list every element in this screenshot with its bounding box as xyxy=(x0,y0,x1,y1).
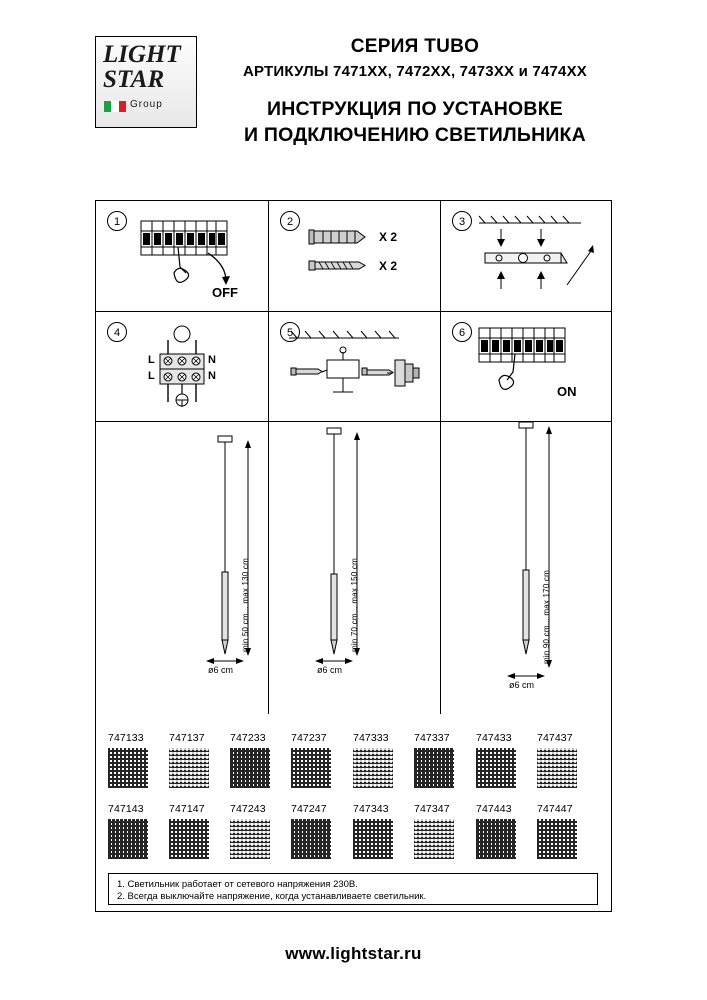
code-label: 747337 xyxy=(414,732,450,744)
qr-code-icon xyxy=(230,819,270,859)
qr-code-icon xyxy=(414,819,454,859)
code-label: 747133 xyxy=(108,732,144,744)
step-4-diagram xyxy=(96,312,268,421)
code-item xyxy=(414,732,472,788)
step-3-badge: 3 xyxy=(452,211,472,231)
pendant-1-cell xyxy=(96,422,268,714)
code-item xyxy=(230,803,288,859)
terminal-label-top-left: L xyxy=(148,354,155,366)
step-1-cell xyxy=(96,201,268,311)
pendant-1-diameter-label: ø6 cm xyxy=(208,665,234,675)
ceiling-cup-assembly-icon xyxy=(269,312,441,422)
steps-row-1 xyxy=(96,201,611,311)
step-4-badge: 4 xyxy=(107,322,127,342)
code-item xyxy=(291,803,349,859)
code-label: 747347 xyxy=(414,803,450,815)
instruction-title-line-1: ИНСТРУКЦИЯ ПО УСТАНОВКЕ xyxy=(266,98,563,120)
step-2-anchor-qty: X 2 xyxy=(379,230,398,244)
step-2-cell xyxy=(268,201,440,311)
code-item xyxy=(353,732,411,788)
step-4-cell xyxy=(96,312,268,421)
code-item xyxy=(169,803,227,859)
italian-flag-icon xyxy=(104,101,126,112)
qr-code-icon xyxy=(291,819,331,859)
code-item xyxy=(537,803,595,859)
step-2-screw-qty: X 2 xyxy=(379,259,398,273)
pendant-lamp-3-icon xyxy=(441,422,612,715)
code-label: 747137 xyxy=(169,732,205,744)
qr-code-icon xyxy=(353,819,393,859)
code-label: 747233 xyxy=(230,732,266,744)
code-item xyxy=(230,732,288,788)
code-item xyxy=(108,803,166,859)
code-label: 747433 xyxy=(476,732,512,744)
step-1-badge: 1 xyxy=(107,211,127,231)
pendant-3-cell xyxy=(440,422,611,714)
step-5-cell xyxy=(268,312,440,421)
step-6-cell xyxy=(440,312,611,421)
website-footer: www.lightstar.ru xyxy=(285,944,422,963)
step-1-diagram xyxy=(96,201,268,311)
code-label: 747333 xyxy=(353,732,389,744)
step-3-cell xyxy=(440,201,611,311)
qr-code-icon xyxy=(230,748,270,788)
qr-code-icon xyxy=(414,748,454,788)
code-label: 747447 xyxy=(537,803,573,815)
code-label: 747443 xyxy=(476,803,512,815)
instruction-title-line-2: И ПОДКЛЮЧЕНИЮ СВЕТИЛЬНИКА xyxy=(244,124,586,146)
breaker-on-icon xyxy=(441,312,612,422)
qr-code-icon xyxy=(537,819,577,859)
pendant-3-height-label: min 90 cm... max 170 cm xyxy=(542,570,551,664)
qr-code-icon xyxy=(476,819,516,859)
code-label: 747143 xyxy=(108,803,144,815)
step-2-badge: 2 xyxy=(280,211,300,231)
logo-wordmark xyxy=(103,42,181,92)
articles-subtitle: АРТИКУЛЫ 7471XX, 7472XX, 7473XX и 7474XX xyxy=(243,63,587,80)
terminal-label-bottom-left: L xyxy=(148,370,155,382)
code-item xyxy=(108,732,166,788)
code-item xyxy=(476,803,534,859)
step-3-diagram xyxy=(441,201,611,311)
code-label: 747237 xyxy=(291,732,327,744)
pendant-2-diameter-label: ø6 cm xyxy=(317,665,343,675)
product-codes-grid xyxy=(96,714,611,869)
code-item xyxy=(291,732,349,788)
page-header xyxy=(95,36,615,156)
qr-code-icon xyxy=(169,748,209,788)
step-6-on-label: ON xyxy=(557,384,577,399)
lightstar-logo xyxy=(95,36,197,128)
step-2-diagram xyxy=(269,201,440,311)
code-label: 747437 xyxy=(537,732,573,744)
step-5-badge: 5 xyxy=(280,322,300,342)
instruction-frame xyxy=(95,200,612,912)
series-title: СЕРИЯ TUBO xyxy=(350,36,480,57)
qr-code-icon xyxy=(476,748,516,788)
notes-box xyxy=(108,873,598,905)
code-label: 747147 xyxy=(169,803,205,815)
step-1-off-label: OFF xyxy=(212,285,238,300)
qr-code-icon xyxy=(291,748,331,788)
pendant-2-cell xyxy=(268,422,440,714)
terminal-label-bottom-right: N xyxy=(208,370,216,382)
note-line-1: 1. Светильник работает от сетевого напряжения 230В. xyxy=(117,879,358,890)
terminal-label-top-right: N xyxy=(208,354,216,366)
anchor-screw-icon xyxy=(269,201,441,311)
logo-line-2: STAR xyxy=(103,66,165,93)
qr-code-icon xyxy=(108,748,148,788)
breaker-off-icon xyxy=(96,201,268,311)
logo-group-label: Group xyxy=(130,99,163,110)
header-titles xyxy=(215,36,615,148)
steps-row-2 xyxy=(96,311,611,421)
note-line-2: 2. Всегда выключайте напряжение, когда устанавливаете светильник. xyxy=(117,890,427,902)
logo-line-1: LIGHT xyxy=(103,41,181,68)
qr-code-icon xyxy=(537,748,577,788)
pendant-2-height-label: min 70 cm... max 150 cm xyxy=(350,558,359,652)
terminal-block-wiring-icon xyxy=(96,312,268,422)
pendant-3-diameter-label: ø6 cm xyxy=(509,680,535,690)
code-item xyxy=(537,732,595,788)
code-item xyxy=(169,732,227,788)
code-label: 747343 xyxy=(353,803,389,815)
code-label: 747247 xyxy=(291,803,327,815)
step-6-diagram xyxy=(441,312,611,421)
step-5-diagram xyxy=(269,312,440,421)
code-item xyxy=(353,803,411,859)
qr-code-icon xyxy=(353,748,393,788)
code-item xyxy=(414,803,472,859)
qr-code-icon xyxy=(169,819,209,859)
pendant-1-height-label: min 50 cm... max 130 cm xyxy=(241,558,250,652)
pendant-dimensions-row xyxy=(96,421,611,714)
qr-code-icon xyxy=(108,819,148,859)
step-6-badge: 6 xyxy=(452,322,472,342)
code-item xyxy=(476,732,534,788)
code-label: 747243 xyxy=(230,803,266,815)
ceiling-bracket-mount-icon xyxy=(441,201,612,311)
